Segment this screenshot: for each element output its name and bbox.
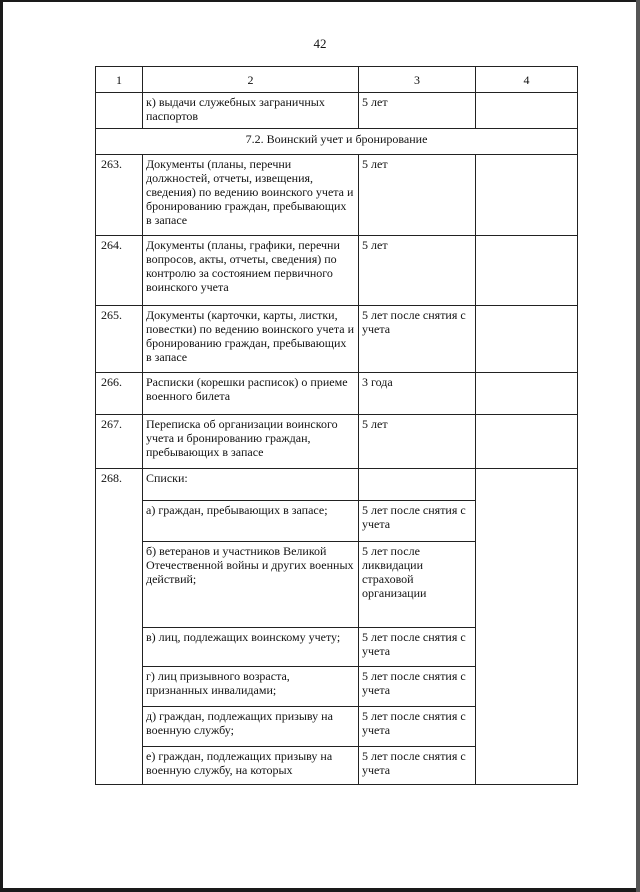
- column-header: 3: [359, 67, 476, 93]
- row-note-cell: [476, 93, 578, 129]
- table-row: [96, 306, 578, 373]
- row-number-cell: [96, 747, 143, 785]
- table-header-row: [96, 67, 578, 93]
- row-term-cell: 5 лет после ликвидации страховой организации: [359, 542, 476, 628]
- table-row: [96, 93, 578, 129]
- row-text-cell: к) выдачи служебных заграничных паспортов: [143, 93, 359, 129]
- table-row: [96, 469, 578, 501]
- row-note-cell: [476, 469, 578, 501]
- row-text-cell: г) лиц призывного возраста, признанных инвалидами;: [143, 667, 359, 707]
- row-note-cell: [476, 747, 578, 785]
- section-title: 7.2. Воинский учет и бронирование: [96, 129, 578, 155]
- column-header: 2: [143, 67, 359, 93]
- row-term-cell: [359, 469, 476, 501]
- column-header: 4: [476, 67, 578, 93]
- row-text-cell: Документы (планы, графики, перечни вопросов, акты, отчеты, сведения) по контролю за состоянием первичного воинского учета: [143, 236, 359, 306]
- row-note-cell: [476, 707, 578, 747]
- table-subrow: [96, 501, 578, 542]
- row-text-cell: д) граждан, подлежащих призыву на военную службу;: [143, 707, 359, 747]
- row-text-cell: а) граждан, пребывающих в запасе;: [143, 501, 359, 542]
- row-number-cell: 263.: [96, 155, 143, 236]
- row-note-cell: [476, 542, 578, 628]
- row-term-cell: 5 лет: [359, 415, 476, 469]
- row-text-cell: в) лиц, подлежащих воинскому учету;: [143, 628, 359, 667]
- row-term-cell: 5 лет: [359, 93, 476, 129]
- row-number-cell: [96, 542, 143, 628]
- table-subrow: [96, 747, 578, 785]
- table-subrow: [96, 628, 578, 667]
- row-note-cell: [476, 373, 578, 415]
- row-text-cell: е) граждан, подлежащих призыву на военную службу, на которых: [143, 747, 359, 785]
- table-row: [96, 155, 578, 236]
- row-term-cell: 5 лет после снятия с учета: [359, 306, 476, 373]
- row-term-cell: 5 лет после снятия с учета: [359, 747, 476, 785]
- section-row: [96, 129, 578, 155]
- row-number-cell: 267.: [96, 415, 143, 469]
- row-note-cell: [476, 501, 578, 542]
- table-row: [96, 236, 578, 306]
- records-table: [95, 66, 578, 785]
- row-number-cell: [96, 667, 143, 707]
- row-term-cell: 5 лет после снятия с учета: [359, 667, 476, 707]
- row-note-cell: [476, 236, 578, 306]
- row-term-cell: 5 лет после снятия с учета: [359, 707, 476, 747]
- table-subrow: [96, 667, 578, 707]
- row-number-cell: 265.: [96, 306, 143, 373]
- row-note-cell: [476, 306, 578, 373]
- table-subrow: [96, 542, 578, 628]
- row-note-cell: [476, 415, 578, 469]
- table-row: [96, 373, 578, 415]
- row-text-cell: Переписка об организации воинского учета и бронированию граждан, пребывающих в запасе: [143, 415, 359, 469]
- row-term-cell: 5 лет: [359, 236, 476, 306]
- row-term-cell: 5 лет после снятия с учета: [359, 501, 476, 542]
- row-term-cell: 3 года: [359, 373, 476, 415]
- row-number-cell: 266.: [96, 373, 143, 415]
- row-number-cell: [96, 501, 143, 542]
- row-number-cell: [96, 707, 143, 747]
- row-text-cell: Документы (планы, перечни должностей, отчеты, извещения, сведения) по ведению воинского учета и бронированию граждан, пребывающих в запасе: [143, 155, 359, 236]
- row-note-cell: [476, 628, 578, 667]
- column-header: 1: [96, 67, 143, 93]
- row-number-cell: [96, 93, 143, 129]
- row-number-cell: [96, 628, 143, 667]
- scan-border-top: [0, 0, 640, 2]
- scan-border-left: [0, 0, 3, 892]
- scan-border-bottom: [0, 888, 640, 892]
- scan-border-right: [636, 0, 640, 892]
- row-text-cell: Списки:: [143, 469, 359, 501]
- row-number-cell: 268.: [96, 469, 143, 501]
- table-subrow: [96, 707, 578, 747]
- row-text-cell: Расписки (корешки расписок) о приеме военного билета: [143, 373, 359, 415]
- row-note-cell: [476, 667, 578, 707]
- table-row: [96, 415, 578, 469]
- row-note-cell: [476, 155, 578, 236]
- row-text-cell: Документы (карточки, карты, листки, повестки) по ведению воинского учета и бронированию граждан, пребывающих в запасе: [143, 306, 359, 373]
- row-text-cell: б) ветеранов и участников Великой Отечественной войны и других военных действий;: [143, 542, 359, 628]
- row-term-cell: 5 лет после снятия с учета: [359, 628, 476, 667]
- row-term-cell: 5 лет: [359, 155, 476, 236]
- row-number-cell: 264.: [96, 236, 143, 306]
- page-number: 42: [313, 36, 327, 51]
